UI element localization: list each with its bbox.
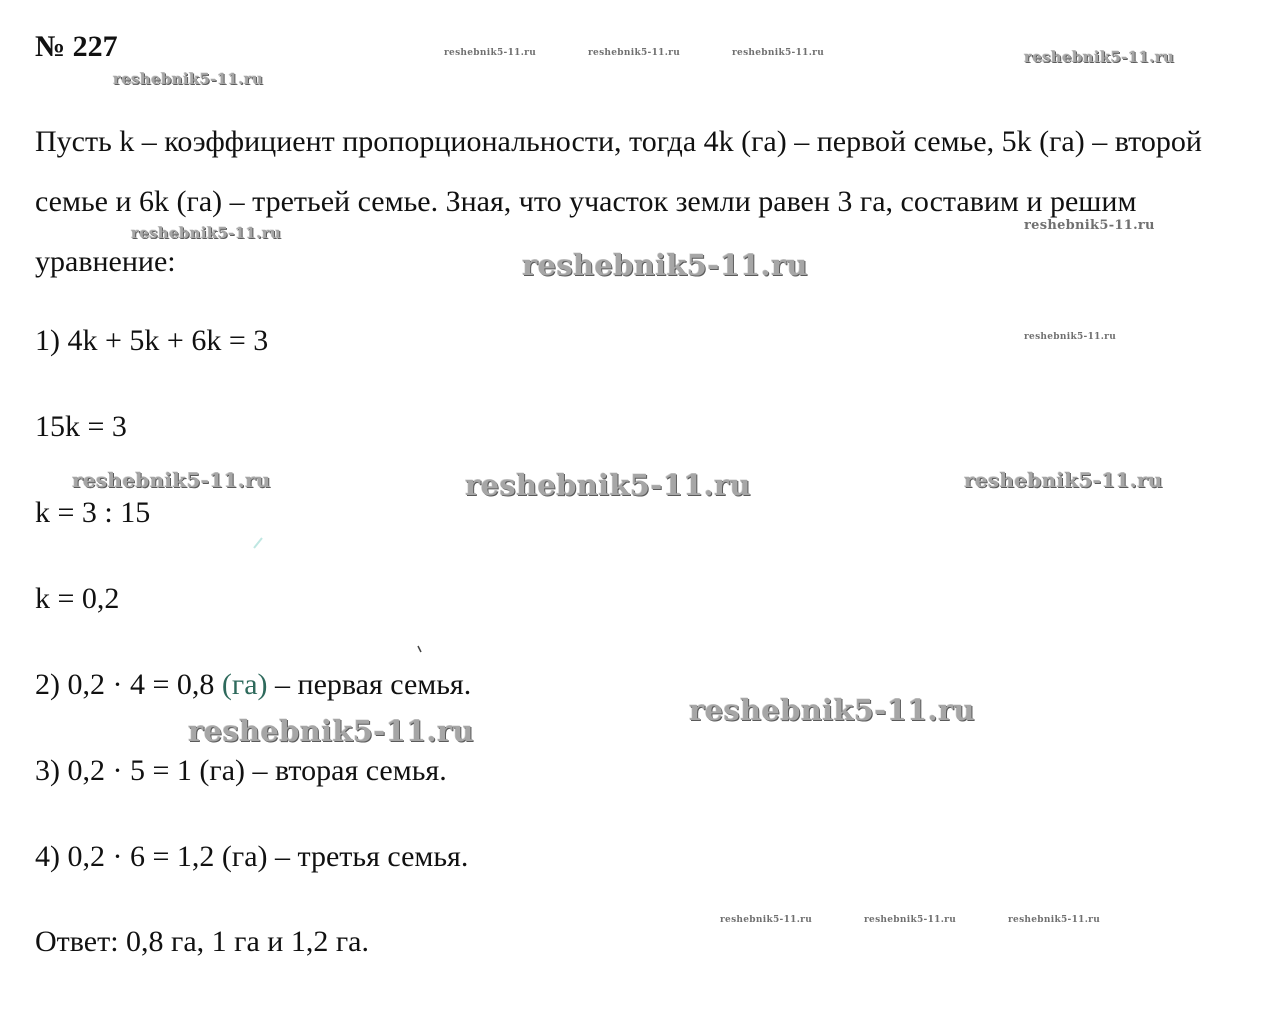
watermark: reshebnik5-11.ru: [72, 468, 271, 492]
calc-step-second-family: 3) 0,2 · 5 = 1 (га) – вторая семья.: [35, 754, 447, 787]
equation-step-result: k = 0,2: [35, 582, 120, 615]
watermark: reshebnik5-11.ru: [732, 48, 825, 58]
watermark: reshebnik5-11.ru: [689, 693, 975, 727]
watermark: reshebnik5-11.ru: [113, 70, 264, 88]
scan-artifact: [416, 644, 424, 654]
watermark: reshebnik5-11.ru: [1008, 915, 1101, 925]
watermark: reshebnik5-11.ru: [1024, 332, 1117, 342]
watermark: reshebnik5-11.ru: [588, 48, 681, 58]
watermark: reshebnik5-11.ru: [522, 248, 808, 282]
solution-intro: Пусть k – коэффициент пропорциональности, тогда 4k (га) – первой семье, 5k (га) – второй семье и 6k (га) – третьей семье. Зная, что участок земли равен 3 га, составим и решим уравнение:: [35, 125, 1202, 278]
answer-line: Ответ: 0,8 га, 1 га и 1,2 га.: [35, 925, 369, 958]
equation-step-combined: 15k = 3: [35, 410, 127, 443]
watermark: reshebnik5-11.ru: [1024, 218, 1155, 233]
watermark: reshebnik5-11.ru: [188, 714, 474, 748]
calc-step-first-family-unit: (га): [221, 668, 268, 701]
watermark: reshebnik5-11.ru: [720, 915, 813, 925]
watermark: reshebnik5-11.ru: [964, 468, 1163, 492]
watermark: reshebnik5-11.ru: [1024, 48, 1175, 66]
equation-step-1: 1) 4k + 5k + 6k = 3: [35, 324, 269, 357]
watermark: reshebnik5-11.ru: [131, 224, 282, 242]
calc-step-first-family-expr: 2) 0,2 · 4 = 0,8: [35, 668, 222, 701]
watermark: reshebnik5-11.ru: [864, 915, 957, 925]
calc-step-first-family: [35, 665, 471, 705]
calc-step-first-family-label: – первая семья.: [267, 668, 472, 701]
equation-step-divide: k = 3 : 15: [35, 496, 151, 529]
calc-step-third-family: 4) 0,2 · 6 = 1,2 (га) – третья семья.: [35, 840, 469, 873]
scan-artifact: [252, 536, 264, 550]
watermark: reshebnik5-11.ru: [444, 48, 537, 58]
problem-number: № 227: [35, 30, 118, 63]
watermark: reshebnik5-11.ru: [465, 468, 751, 502]
